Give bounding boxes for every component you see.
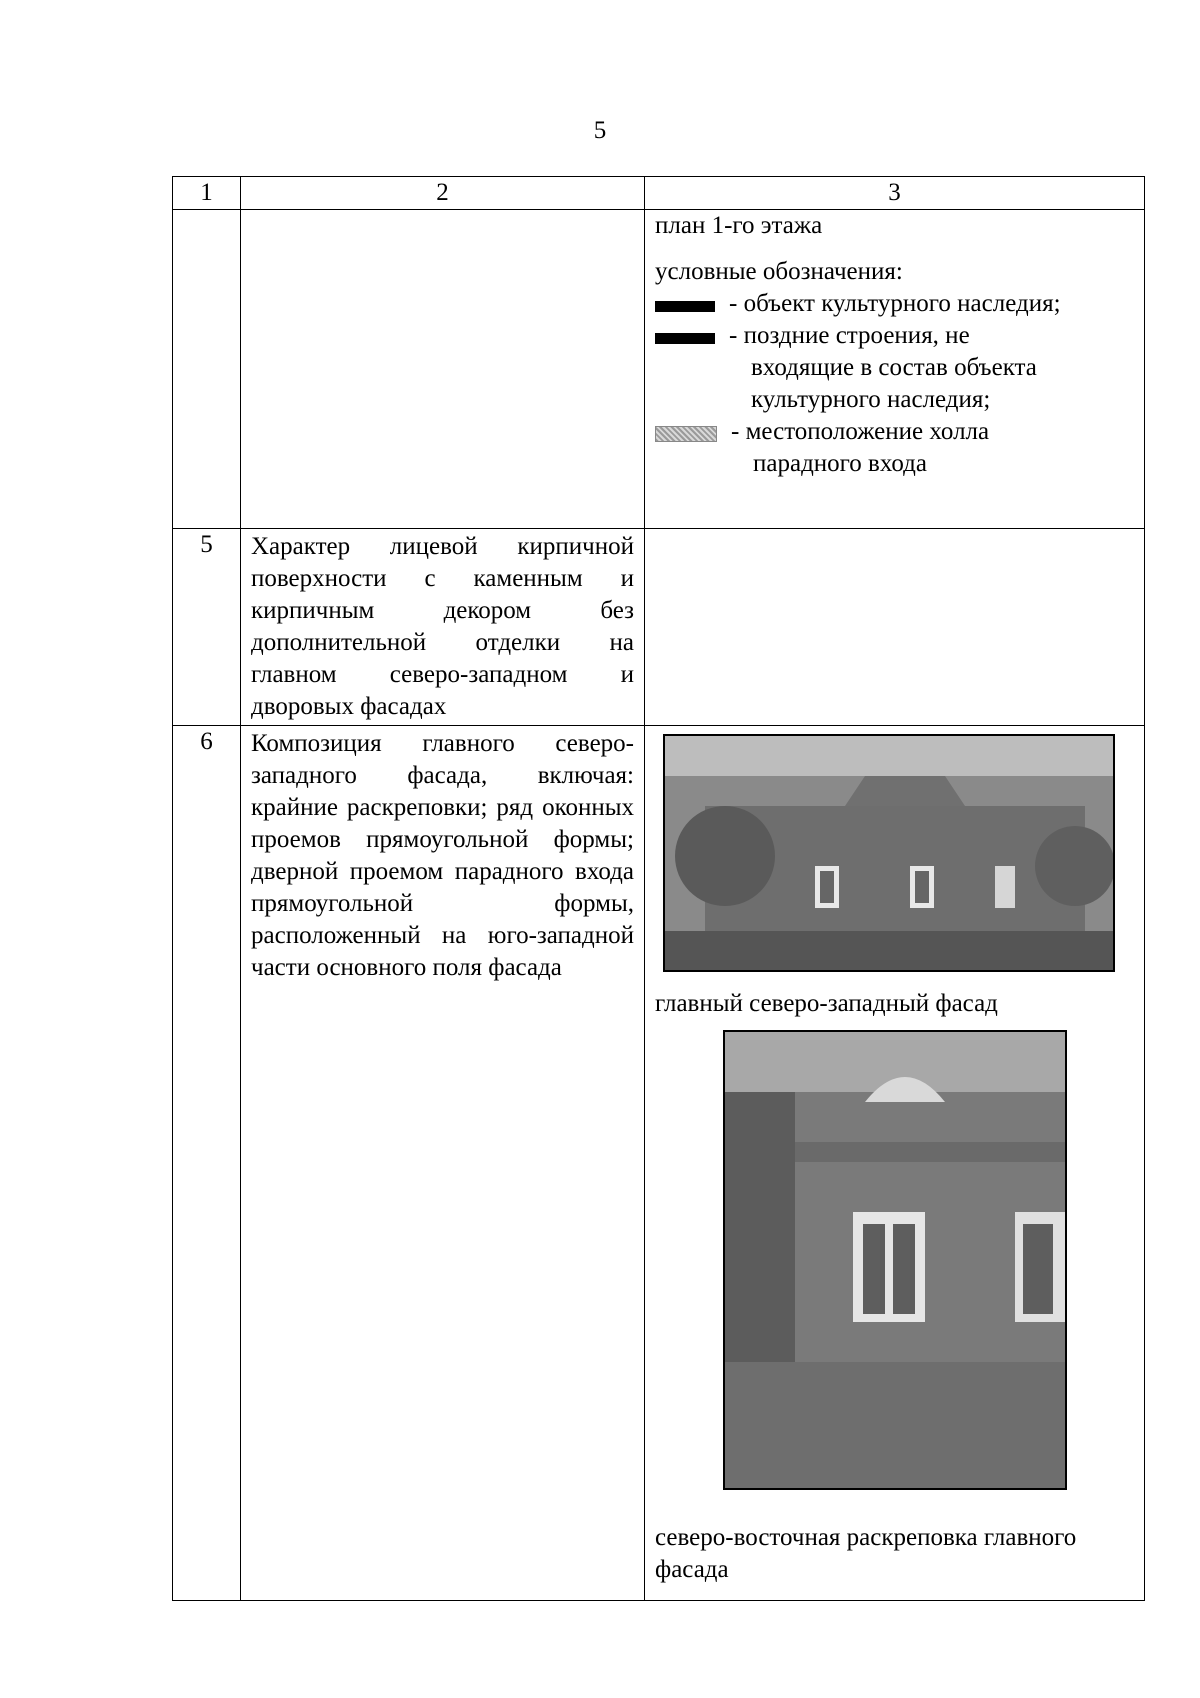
table-row-plan [173,210,1145,529]
page-number: 5 [593,117,607,144]
legend-item-heritage [655,288,1134,320]
row-5-number: 5 [173,529,241,726]
legend-text: - местоположение холла [731,418,990,445]
row-6-description: Композиция главного северо-западного фасада, включая: крайние раскреповки; ряд оконных проемов прямоугольной формы; дверной проемом парадного входа прямоугольной формы, расположенный на юго-западной части основного поля фасада [241,726,645,1601]
legend-text: - объект культурного наследия; [729,290,1061,317]
legend-text: входящие в состав объекта [751,354,1037,381]
legend-text: культурного наследия; [751,386,991,413]
legend-title: условные обозначения: [655,258,903,285]
table-row-6 [173,726,1145,1601]
photo-1-caption: главный северо-западный фасад [655,990,998,1017]
legend-item-late-buildings [655,320,1134,416]
plan-row-number-cell [173,210,241,529]
row-5-description: Характер лицевой кирпичной поверхности с каменным и кирпичным декором без дополнительной отделки на главном северо-западном и дворовых фасадах [241,529,645,726]
row-6-number: 6 [173,726,241,1601]
legend-swatch-hatched [655,426,717,442]
table-header-row [173,177,1145,210]
photo-2-caption: северо-восточная раскреповка главного фасада [655,1524,1077,1583]
legend-swatch-black [655,301,715,312]
legend-swatch-black [655,333,715,344]
legend-text: парадного входа [753,450,927,477]
plan-legend-cell [645,210,1145,529]
heritage-table [172,176,1145,1601]
plan-caption: план 1-го этажа [655,212,823,239]
photo-northeast-projection [723,1030,1067,1490]
header-col-3: 3 [645,177,1145,210]
header-col-1: 1 [173,177,241,210]
row-5-image-cell [645,529,1145,726]
legend-text: - поздние строения, не [729,322,970,349]
header-col-2: 2 [241,177,645,210]
legend-item-hall [655,416,1134,480]
plan-row-description-cell [241,210,645,529]
photo-2-wrapper [655,1020,1134,1490]
photo-main-facade [663,734,1115,972]
table-row-5 [173,529,1145,726]
row-6-image-cell [645,726,1145,1601]
